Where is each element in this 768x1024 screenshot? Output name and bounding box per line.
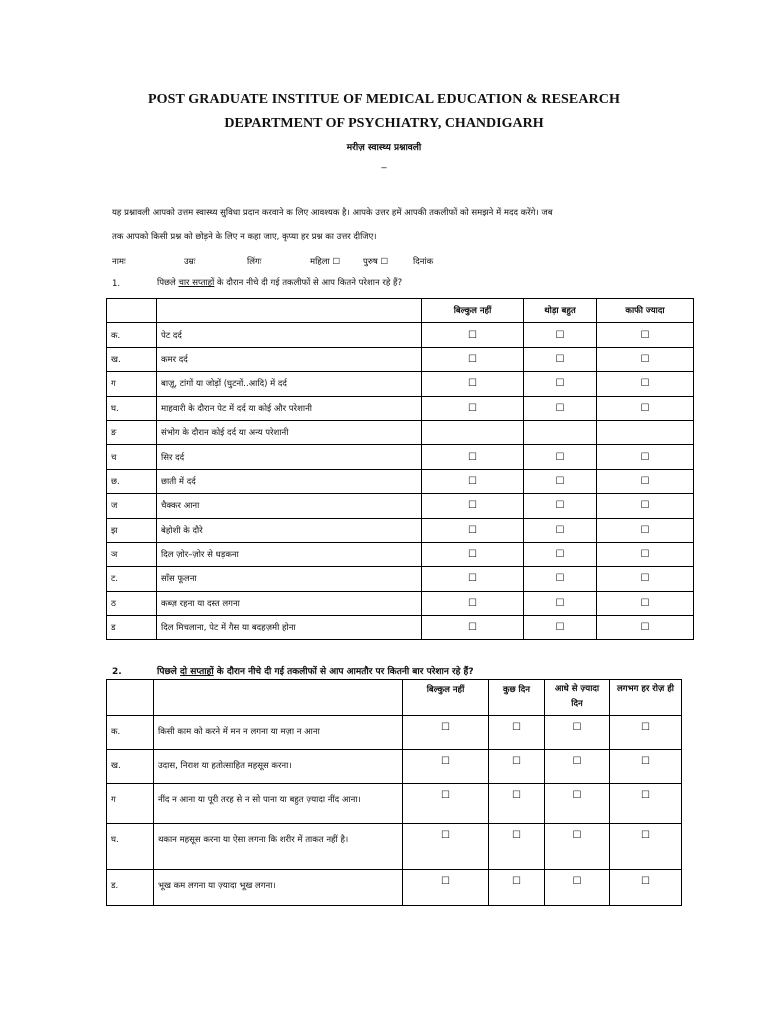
checkbox[interactable]: ☐ — [597, 494, 694, 518]
gender-label: लिंगः — [247, 257, 262, 267]
checkbox[interactable]: ☐ — [422, 396, 524, 420]
table-row — [107, 396, 694, 420]
row-key: ज — [107, 494, 157, 518]
row-label: चैक्कर आना — [157, 494, 422, 518]
row-key: क. — [107, 716, 154, 750]
table-row — [107, 784, 682, 824]
female-label: महिला — [310, 257, 330, 267]
checkbox[interactable]: ☐ — [489, 824, 545, 870]
table-row — [107, 494, 694, 518]
checkbox[interactable]: ☐ — [403, 716, 489, 750]
row-key: छ. — [107, 469, 157, 493]
checkbox[interactable]: ☐ — [422, 347, 524, 371]
column-header: बिल्कुल नहीं — [403, 680, 489, 716]
table-header-row — [107, 299, 694, 323]
row-key: ङ — [107, 420, 157, 444]
checkbox — [597, 420, 694, 444]
checkbox[interactable]: ☐ — [524, 518, 597, 542]
checkbox[interactable]: ☐ — [610, 870, 682, 906]
checkbox[interactable]: ☐ — [610, 716, 682, 750]
checkbox[interactable]: ☐ — [422, 518, 524, 542]
checkbox[interactable]: ☐ — [489, 784, 545, 824]
intro-line-2: तक आपको किसी प्रश्न को छोड़ने के लिए न कहा जाए, कृप्या हर प्रश्न का उत्तर दीजिए। — [112, 232, 377, 242]
row-key: झ — [107, 518, 157, 542]
checkbox[interactable]: ☐ — [597, 347, 694, 371]
age-label: उम्रः — [184, 257, 196, 267]
checkbox[interactable]: ☐ — [597, 567, 694, 591]
row-label: सिर दर्द — [157, 445, 422, 469]
checkbox[interactable]: ☐ — [524, 591, 597, 615]
male-option[interactable] — [363, 256, 388, 267]
intro-line-1: यह प्रश्नावली आपको उत्तम स्वास्थ्य सुविधा प्रदान करवाने क लिए आवश्यक है। आपके उत्तर हमें आपकी तकलीफों को समझने में मदद करेंगे। जब — [112, 208, 553, 218]
checkbox[interactable]: ☐ — [403, 750, 489, 784]
checkbox[interactable]: ☐ — [545, 784, 610, 824]
checkbox[interactable]: ☐ — [597, 591, 694, 615]
row-key: ग — [107, 784, 154, 824]
table-row — [107, 347, 694, 371]
table-row — [107, 420, 694, 444]
checkbox[interactable]: ☐ — [422, 567, 524, 591]
checkbox[interactable]: ☐ — [422, 469, 524, 493]
checkbox[interactable]: ☐ — [545, 716, 610, 750]
question-1-number: 1. — [112, 279, 121, 289]
checkbox — [524, 420, 597, 444]
row-label: बेहोशी के दौरे — [157, 518, 422, 542]
column-header: बिल्कुल नहीं — [422, 299, 524, 323]
checkbox[interactable]: ☐ — [597, 445, 694, 469]
checkbox[interactable]: ☐ — [524, 396, 597, 420]
checkbox[interactable]: ☐ — [524, 445, 597, 469]
checkbox[interactable]: ☐ — [422, 445, 524, 469]
checkbox[interactable]: ☐ — [422, 494, 524, 518]
row-key: ट. — [107, 567, 157, 591]
title-dash: _ — [381, 158, 387, 169]
checkbox[interactable]: ☐ — [597, 372, 694, 396]
row-label: माहवारी के दौरान पेट में दर्द या कोई और परेशानी — [157, 396, 422, 420]
row-key: ख. — [107, 750, 154, 784]
row-key: ड — [107, 616, 157, 640]
row-key: ग — [107, 372, 157, 396]
row-key: ठ — [107, 591, 157, 615]
table-row — [107, 616, 694, 640]
row-label: थकान महसूस करना या ऐसा लगना कि शरीर में ताकत नहीं है। — [154, 824, 403, 870]
female-option[interactable] — [310, 256, 340, 267]
row-key: घ. — [107, 396, 157, 420]
row-key: घ. — [107, 824, 154, 870]
checkbox[interactable]: ☐ — [422, 591, 524, 615]
checkbox[interactable]: ☐ — [524, 347, 597, 371]
checkbox[interactable]: ☐ — [489, 716, 545, 750]
department-title: DEPARTMENT OF PSYCHIATRY, CHANDIGARH — [224, 116, 544, 131]
checkbox[interactable]: ☐ — [610, 824, 682, 870]
checkbox[interactable]: ☐ — [545, 750, 610, 784]
row-label: दिल ज़ोर–ज़ोर से धड़कना — [157, 542, 422, 566]
checkbox[interactable]: ☐ — [403, 784, 489, 824]
row-label: पेट दर्द — [157, 323, 422, 347]
checkbox[interactable]: ☐ — [422, 323, 524, 347]
female-checkbox[interactable]: ☐ — [332, 257, 341, 267]
checkbox[interactable]: ☐ — [403, 870, 489, 906]
row-label: किसी काम को करने में मन न लगना या मज़ा न आना — [154, 716, 403, 750]
table-row — [107, 542, 694, 566]
checkbox[interactable]: ☐ — [524, 494, 597, 518]
table-row — [107, 870, 682, 906]
row-label: उदास, निराश या हतोत्साहित महसूस करना। — [154, 750, 403, 784]
row-key: ड. — [107, 870, 154, 906]
question-2-table — [106, 679, 682, 906]
row-label: नींद न आना या पूरी तरह से न सो पाना या बहुत ज़्यादा नींद आना। — [154, 784, 403, 824]
checkbox[interactable]: ☐ — [524, 542, 597, 566]
checkbox[interactable]: ☐ — [403, 824, 489, 870]
checkbox[interactable]: ☐ — [489, 750, 545, 784]
checkbox[interactable]: ☐ — [422, 372, 524, 396]
checkbox[interactable]: ☐ — [610, 750, 682, 784]
row-label: कब्ज़ रहना या दस्त लगना — [157, 591, 422, 615]
table-header-row — [107, 680, 682, 716]
checkbox — [422, 420, 524, 444]
row-label: साँस फूलना — [157, 567, 422, 591]
question-2-number: 2. — [112, 667, 122, 677]
name-label: नामः — [112, 257, 126, 267]
table-row — [107, 469, 694, 493]
row-label: छाती में दर्द — [157, 469, 422, 493]
checkbox[interactable]: ☐ — [524, 372, 597, 396]
checkbox[interactable]: ☐ — [545, 870, 610, 906]
checkbox[interactable]: ☐ — [422, 616, 524, 640]
table-row — [107, 372, 694, 396]
checkbox[interactable]: ☐ — [524, 469, 597, 493]
date-label: दिनांक — [413, 257, 434, 267]
column-header: काफी ज्यादा — [597, 299, 694, 323]
column-header: लगभग हर रोज़ ही — [610, 680, 682, 716]
checkbox[interactable]: ☐ — [524, 567, 597, 591]
row-key: ख. — [107, 347, 157, 371]
row-key: क. — [107, 323, 157, 347]
checkbox[interactable]: ☐ — [597, 323, 694, 347]
column-header: कुछ दिन — [489, 680, 545, 716]
table-row — [107, 567, 694, 591]
checkbox[interactable]: ☐ — [545, 824, 610, 870]
table-row — [107, 323, 694, 347]
question-2-text: पिछले दो सप्ताहों के दौरान नीचे दी गई तकलीफों से आप आमतौर पर कितनी बार परेशान रहे हैं? — [157, 667, 474, 677]
row-label: संभोग के दौरान कोई दर्द या अन्य परेशानी — [157, 420, 422, 444]
question-1-text: पिछले चार सप्ताहों के दौरान नीचे दी गई तकलीफों से आप कितने परेशान रहे हैं? — [157, 278, 403, 288]
checkbox[interactable]: ☐ — [597, 396, 694, 420]
checkbox[interactable]: ☐ — [489, 870, 545, 906]
row-label: भूख कम लगना या ज़्यादा भूख लगना। — [154, 870, 403, 906]
row-label: कमर दर्द — [157, 347, 422, 371]
table-row — [107, 750, 682, 784]
checkbox[interactable]: ☐ — [597, 542, 694, 566]
row-key: च — [107, 445, 157, 469]
table-row — [107, 824, 682, 870]
male-checkbox[interactable]: ☐ — [380, 257, 389, 267]
checkbox[interactable]: ☐ — [524, 616, 597, 640]
checkbox[interactable]: ☐ — [610, 784, 682, 824]
questionnaire-title: मरीज़ स्वास्थ्य प्रश्नावली — [346, 143, 422, 153]
checkbox[interactable]: ☐ — [524, 323, 597, 347]
checkbox[interactable]: ☐ — [597, 518, 694, 542]
row-label: बाज़ू, टांगों या जोड़ों (घुटनों..आदि) में दर्द — [157, 372, 422, 396]
table-row — [107, 518, 694, 542]
column-header: थोड़ा बहुत — [524, 299, 597, 323]
institute-title: POST GRADUATE INSTITUE OF MEDICAL EDUCATION & RESEARCH — [147, 92, 620, 107]
checkbox[interactable]: ☐ — [597, 616, 694, 640]
question-1-table — [106, 298, 694, 640]
row-key: ञ — [107, 542, 157, 566]
table-row — [107, 716, 682, 750]
column-header: आधे से ज़्यादा दिन — [545, 680, 610, 716]
checkbox[interactable]: ☐ — [597, 469, 694, 493]
row-label: दिल मिचलाना, पेट में गैस या बदहज़मी होना — [157, 616, 422, 640]
male-label: पुरुष — [363, 257, 378, 267]
table-row — [107, 591, 694, 615]
checkbox[interactable]: ☐ — [422, 542, 524, 566]
table-row — [107, 445, 694, 469]
